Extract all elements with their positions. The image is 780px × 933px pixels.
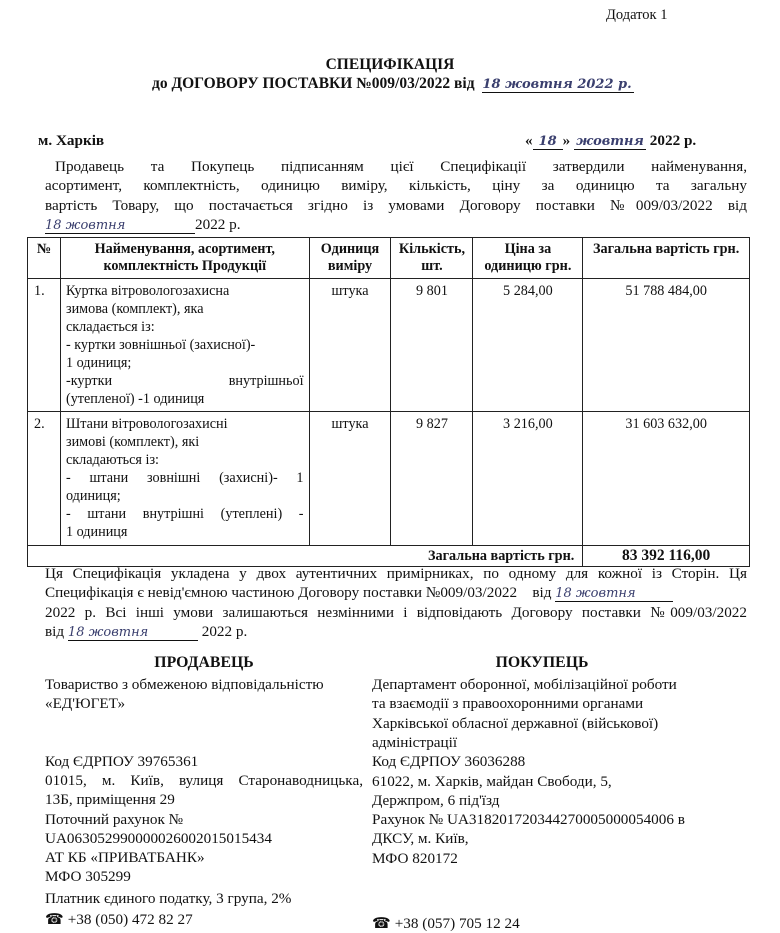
row-total: 51 788 484,00	[583, 279, 750, 412]
buyer-name-2: та взаємодії з правоохоронними органами	[372, 695, 644, 713]
seller-heading: ПРОДАВЕЦЬ	[154, 654, 254, 671]
intro-line: асортимент, комплектність, одиницю виміру, кількість, ціну за одиницю та загальну	[45, 177, 747, 195]
row-price: 3 216,00	[473, 412, 583, 545]
table-header-row	[28, 238, 750, 279]
row-qty: 9 827	[391, 412, 473, 545]
buyer-address-2: Держпром, 6 під'їзд	[372, 791, 500, 809]
closing-line	[45, 583, 747, 602]
col-header-name: Найменування, асортимент, комплектність Продукції	[60, 238, 309, 279]
handwritten-date: 18 жовтня 2022 р.	[482, 78, 634, 93]
row-number: 1.	[28, 279, 61, 412]
desc-line: -куртки внутрішньої	[65, 373, 304, 390]
seller-edrpou: Код ЄДРПОУ 39765361	[45, 752, 199, 770]
desc-line: 1 одиниця;	[65, 355, 132, 372]
total-label: Загальна вартість грн.	[28, 545, 583, 566]
intro-line: Продавець та Покупець підписанням цієї Специфікації затвердили найменування,	[55, 158, 747, 175]
buyer-block	[372, 653, 712, 933]
buyer-edrpou: Код ЄДРПОУ 36036288	[372, 753, 526, 771]
closing-year: 2022 р.	[201, 622, 248, 640]
closing-paragraph	[45, 564, 747, 641]
desc-line: - штани внутрішні (утеплені) -	[65, 506, 304, 523]
buyer-phone: +38 (057) 705 12 24	[394, 915, 520, 933]
desc-line: (утепленої) -1 одиниця	[65, 391, 205, 408]
quote-open: «	[525, 132, 533, 149]
buyer-name-4: адміністрації	[372, 733, 458, 751]
total-value: 83 392 116,00	[583, 545, 750, 566]
handwritten-date: 18 жовтня	[68, 626, 198, 641]
phone-icon: ☎	[372, 915, 391, 933]
intro-line	[45, 215, 747, 234]
doc-title: СПЕЦИФІКАЦІЯ	[325, 56, 455, 73]
desc-line: складається із:	[65, 319, 155, 336]
col-header-unit: Одиниця виміру	[309, 238, 391, 279]
specification-table	[27, 237, 750, 567]
closing-line: 2022 р. Всі інші умови залишаються незмінними і відповідають Договору поставки №009/03/2022	[45, 603, 747, 621]
buyer-mfo: МФО 820172	[372, 849, 458, 867]
seller-bank: АТ КБ «ПРИВАТБАНК»	[45, 849, 205, 867]
table-total-row	[28, 545, 750, 566]
table-row	[28, 279, 750, 412]
seller-address: 01015, м. Київ, вулиця Старонаводницька,	[45, 771, 363, 789]
seller-address-2: 13Б, приміщення 29	[45, 791, 175, 809]
closing-from: від	[45, 622, 65, 640]
date-month: жовтня	[574, 135, 646, 150]
seller-phone-row	[45, 910, 363, 929]
table-row	[28, 412, 750, 545]
closing-line: Ця Специфікація укладена у двох аутентичних примірниках, по одному для кожної із Сторін. Ця	[45, 565, 747, 582]
intro-line: вартість Товару, що постачається згідно із умовами Договору поставки №009/03/2022 від	[45, 196, 747, 214]
phone-icon: ☎	[45, 911, 64, 929]
desc-line: Штани вітровологозахисні	[65, 416, 228, 433]
buyer-name: Департамент оборонної, мобілізаційної роботи	[372, 676, 677, 694]
row-qty: 9 801	[391, 279, 473, 412]
handwritten-date: 18 жовтня	[555, 587, 673, 602]
seller-phone: +38 (050) 472 82 27	[67, 911, 193, 929]
col-header-price: Ціна за одиницю грн.	[473, 238, 583, 279]
buyer-treasury: ДКСУ, м. Київ,	[372, 830, 469, 848]
intro-year: 2022 р.	[195, 215, 241, 233]
buyer-address: 61022, м. Харків, майдан Свободи, 5,	[372, 772, 612, 790]
desc-line: одиниця;	[65, 488, 121, 505]
col-header-qty: Кількість, шт.	[391, 238, 473, 279]
seller-tax: Платник єдиного податку, 3 група, 2%	[45, 889, 292, 907]
date-year: 2022 р.	[649, 132, 697, 149]
buyer-phone-row	[372, 914, 712, 933]
row-description	[60, 412, 309, 545]
seller-block	[45, 653, 363, 929]
closing-text: Специфікація є невід'ємною частиною Договору поставки №009/03/2022	[45, 584, 518, 602]
row-price: 5 284,00	[473, 279, 583, 412]
buyer-heading: ПОКУПЕЦЬ	[495, 654, 589, 671]
desc-line: - штани зовнішні (захисні)- 1	[65, 470, 304, 487]
col-header-no: №	[28, 238, 61, 279]
quote-close: »	[562, 132, 571, 149]
desc-line: - куртки зовнішньої (захисної)-	[65, 337, 256, 354]
doc-subtitle-text: до ДОГОВОРУ ПОСТАВКИ №009/03/2022 від	[152, 75, 475, 92]
row-description	[60, 279, 309, 412]
annex-label: Додаток 1	[606, 7, 668, 23]
desc-line: складаються із:	[65, 452, 159, 469]
seller-account: UA063052990000026002015015434	[45, 829, 272, 847]
seller-name-quoted: «ЕД'ЮГЕТ»	[45, 695, 126, 713]
buyer-name-3: Харківської обласної державної (військової)	[372, 714, 659, 732]
contract-date	[525, 131, 696, 150]
intro-paragraph	[45, 157, 747, 234]
col-header-total: Загальна вартість грн.	[583, 238, 750, 279]
desc-line: Куртка вітровологозахисна	[65, 283, 230, 300]
closing-line	[45, 622, 747, 641]
seller-account-label: Поточний рахунок №	[45, 810, 184, 828]
row-unit: штука	[309, 279, 391, 412]
row-number: 2.	[28, 412, 61, 545]
seller-name: Товариство з обмеженою відповідальністю	[45, 676, 324, 694]
buyer-account: Рахунок № UA318201720344270005000054006 в	[372, 811, 685, 829]
seller-mfo: МФО 305299	[45, 868, 131, 886]
row-total: 31 603 632,00	[583, 412, 750, 545]
doc-subtitle	[152, 74, 634, 94]
row-unit: штука	[309, 412, 391, 545]
handwritten-date: 18 жовтня	[45, 219, 169, 234]
desc-line: зимові (комплект), які	[65, 434, 200, 451]
desc-line: 1 одиниця	[65, 524, 128, 541]
closing-from: від	[532, 584, 552, 602]
date-day: 18	[533, 135, 563, 150]
city: м. Харків	[38, 132, 105, 149]
desc-line: зимова (комплект), яка	[65, 301, 204, 318]
